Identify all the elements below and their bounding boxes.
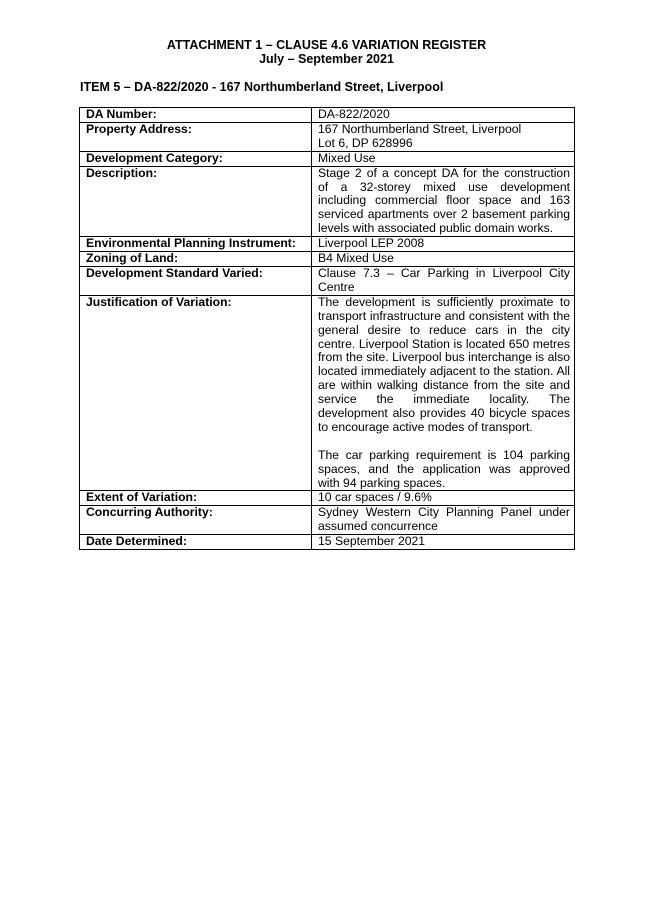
row-label-justification: Justification of Variation:	[80, 295, 312, 491]
row-label-property-address: Property Address:	[80, 122, 312, 151]
table-row	[80, 108, 575, 123]
page-title	[0, 38, 653, 66]
table-row	[80, 266, 575, 295]
table-row	[80, 237, 575, 252]
row-value-da-number: DA-822/2020	[312, 108, 575, 123]
row-value-description: Stage 2 of a concept DA for the construction of a 32-storey mixed use development including commercial floor space and 163 serviced apartments over 2 basement parking levels with associated public domain works.	[312, 166, 575, 237]
row-value-extent: 10 car spaces / 9.6%	[312, 491, 575, 506]
table-row	[80, 506, 575, 535]
table-row	[80, 151, 575, 166]
row-label-standard-varied: Development Standard Varied:	[80, 266, 312, 295]
table-row	[80, 252, 575, 267]
row-label-planning-instrument: Environmental Planning Instrument:	[80, 237, 312, 252]
table-row	[80, 535, 575, 550]
table-row	[80, 491, 575, 506]
table-row	[80, 295, 575, 491]
row-value-planning-instrument: Liverpool LEP 2008	[312, 237, 575, 252]
row-value-development-category: Mixed Use	[312, 151, 575, 166]
table-row	[80, 166, 575, 237]
row-label-date-determined: Date Determined:	[80, 535, 312, 550]
row-label-development-category: Development Category:	[80, 151, 312, 166]
register-title: ATTACHMENT 1 – CLAUSE 4.6 VARIATION REGISTER	[166, 38, 487, 52]
variation-register-table	[79, 107, 575, 550]
item-heading: ITEM 5 – DA-822/2020 - 167 Northumberland Street, Liverpool	[80, 80, 444, 94]
row-label-da-number: DA Number:	[80, 108, 312, 123]
row-value-concurring-authority: Sydney Western City Planning Panel under assumed concurrence	[312, 506, 575, 535]
row-label-extent: Extent of Variation:	[80, 491, 312, 506]
row-value-justification: The development is sufficiently proximate to transport infrastructure and consistent with the general desire to reduce cars in the city centre. Liverpool Station is located 650 metres from the site. Liverpool bus interchange is also located immediately adjacent to the station. All are within walking distance from the site and service the immediate locality. The development also provides 40 bicycle spaces to encourage active modes of transport. The car parking requirement is 104 parking spaces, and the application was approved with 94 parking spaces.	[312, 295, 575, 491]
row-label-description: Description:	[80, 166, 312, 237]
row-label-concurring-authority: Concurring Authority:	[80, 506, 312, 535]
row-value-date-determined: 15 September 2021	[312, 535, 575, 550]
row-label-zoning: Zoning of Land:	[80, 252, 312, 267]
row-value-property-address: 167 Northumberland Street, Liverpool Lot 6, DP 628996	[312, 122, 575, 151]
table-row	[80, 122, 575, 151]
row-value-zoning: B4 Mixed Use	[312, 252, 575, 267]
row-value-standard-varied: Clause 7.3 – Car Parking in Liverpool City Centre	[312, 266, 575, 295]
register-period: July – September 2021	[259, 52, 394, 66]
